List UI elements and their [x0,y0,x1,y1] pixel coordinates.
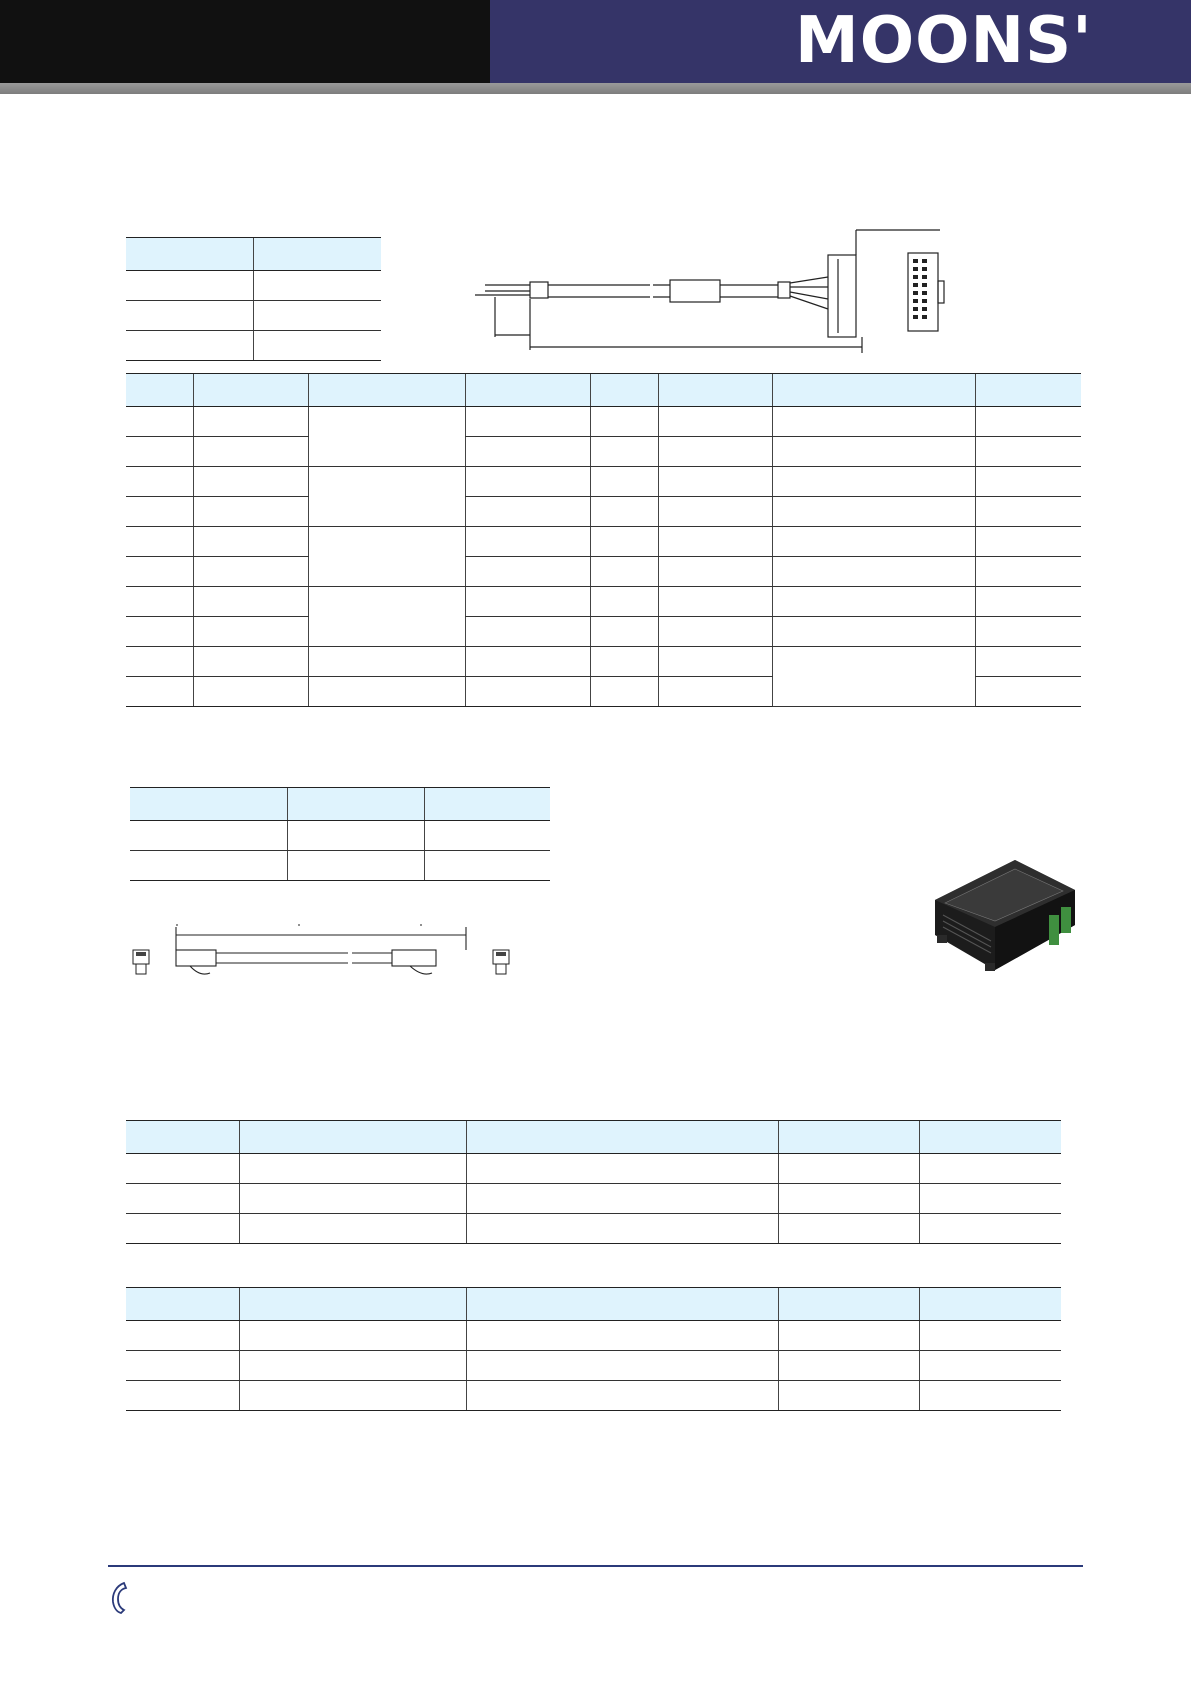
pin-assignment-table [126,373,1081,707]
table-row [126,557,1081,587]
table-row [126,467,1081,497]
cable-diagram-2 [130,915,520,985]
moons-logo: MOONS' [795,4,1093,78]
table-row [126,271,381,301]
table-row [126,437,1081,467]
phone-icon [108,1580,136,1616]
table-row [126,301,381,331]
ordering-table-1 [126,1120,1061,1244]
header-black-bar [0,0,490,83]
table-row [126,1214,1061,1244]
footer-divider [108,1565,1083,1567]
ordering-table-2 [126,1287,1061,1411]
cable-spec-table-2 [130,787,550,881]
connector-icon [493,950,509,974]
table-row [126,497,1081,527]
table-row [126,1154,1061,1184]
cable-diagram [470,225,950,355]
table-row [126,1184,1061,1214]
header-gray-strip [0,83,1191,94]
table-row [126,527,1081,557]
table-row [126,407,1081,437]
table-row [126,331,381,361]
table-row [126,1351,1061,1381]
table-row [126,617,1081,647]
table-row [130,821,550,851]
cable-spec-table-1 [126,237,381,361]
table-row [126,587,1081,617]
connector-icon [133,950,149,974]
driver-photo [925,855,1080,985]
table-row [126,647,1081,677]
table-row [126,1321,1061,1351]
table-row [130,851,550,881]
table-row [126,1381,1061,1411]
